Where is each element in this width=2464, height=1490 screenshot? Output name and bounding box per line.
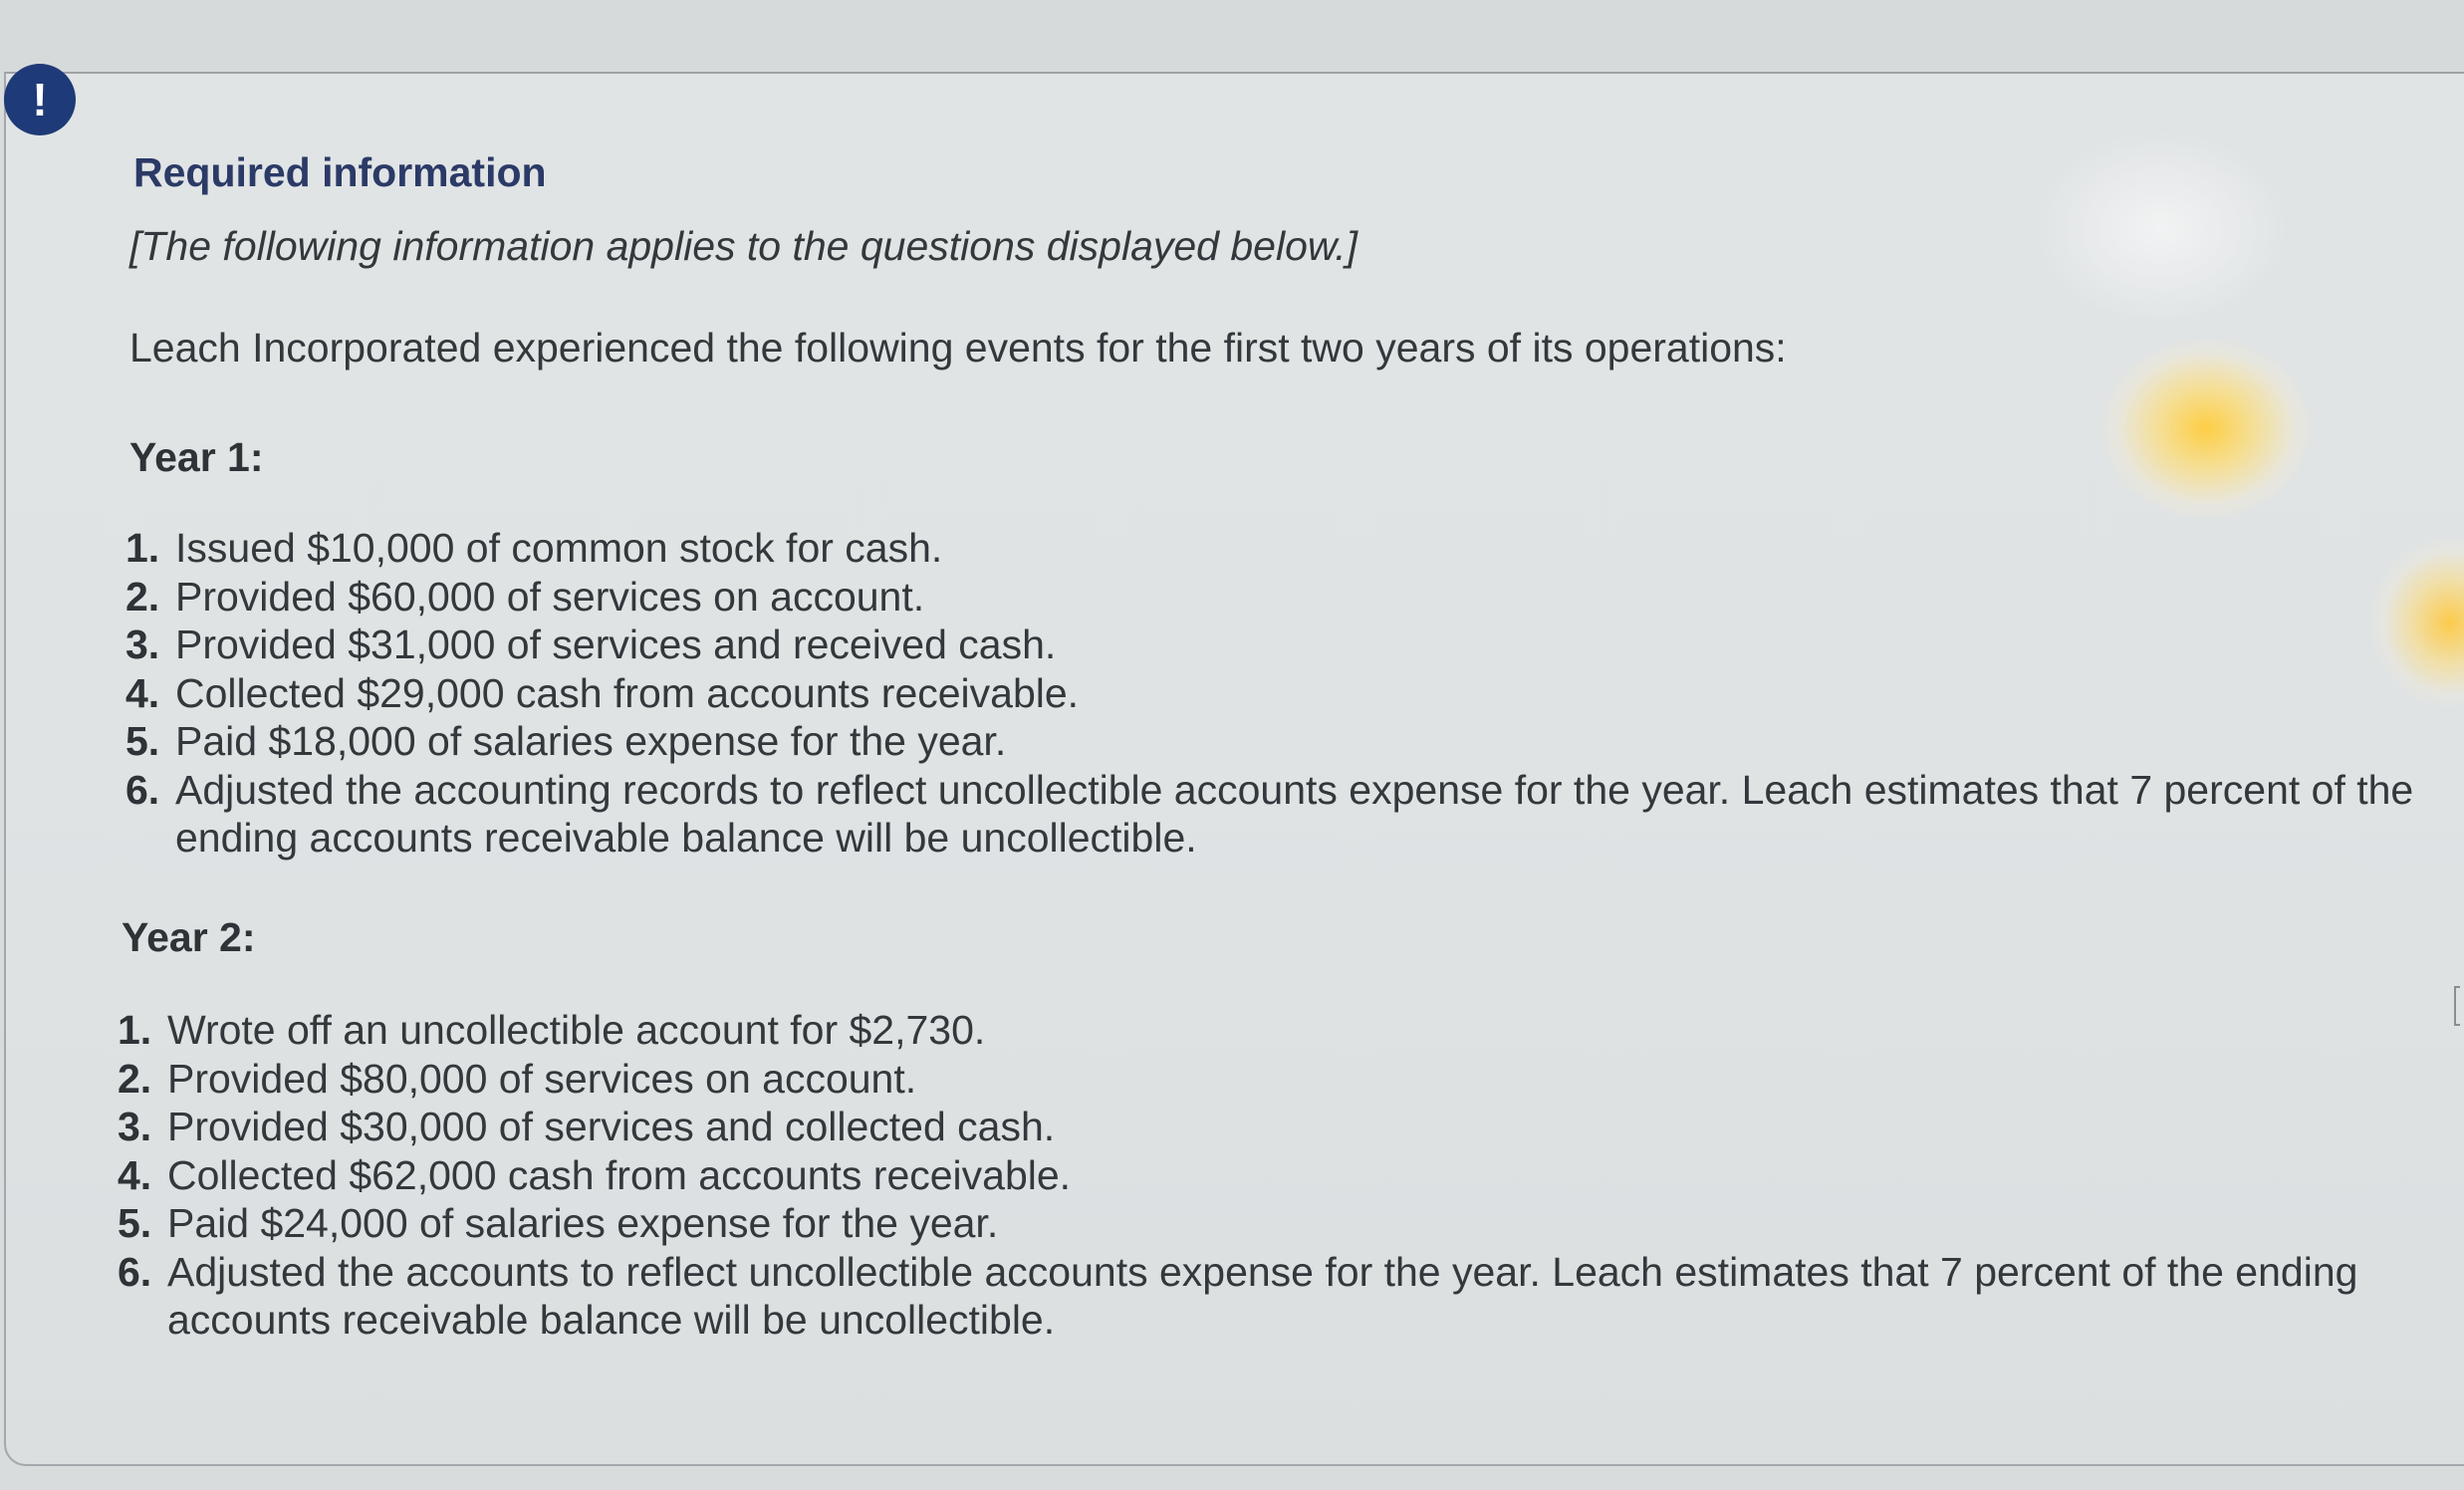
exclamation-icon: ! xyxy=(4,64,76,135)
event-text: Wrote off an uncollectible account for $2,730. xyxy=(167,1007,986,1053)
event-text: Provided $80,000 of services on account. xyxy=(167,1055,917,1102)
event-text: Adjusted the accounts to reflect uncollectible accounts expense for the year. Leach estimates that 7 percent of the ending accounts receivable balance will be uncollectible. xyxy=(167,1248,2358,1343)
event-text: Paid $24,000 of salaries expense for the year. xyxy=(167,1200,999,1246)
year2-event-list xyxy=(118,1006,2438,1345)
list-item xyxy=(125,669,2446,718)
year1-event-list xyxy=(125,524,2446,863)
panel-heading: Required information xyxy=(133,149,547,195)
event-number: 2. xyxy=(125,573,160,620)
event-text: Provided $60,000 of services on account. xyxy=(175,573,925,620)
list-item xyxy=(125,573,2446,621)
event-text: Collected $29,000 cash from accounts receivable. xyxy=(175,669,1080,716)
info-note: [The following information applies to the questions displayed below.] xyxy=(129,223,1358,269)
list-item xyxy=(125,766,2446,863)
event-number: 4. xyxy=(118,1151,152,1198)
event-number: 1. xyxy=(125,525,160,571)
event-number: 4. xyxy=(125,669,160,716)
event-number: 6. xyxy=(118,1248,152,1295)
event-number: 1. xyxy=(118,1007,152,1053)
list-item xyxy=(125,717,2446,766)
intro-text: Leach Incorporated experienced the following events for the first two years of its operations: xyxy=(129,325,1787,371)
event-number: 6. xyxy=(125,766,160,813)
list-item xyxy=(125,524,2446,573)
event-text: Collected $62,000 cash from accounts receivable. xyxy=(167,1151,1072,1198)
list-item xyxy=(118,1006,2438,1055)
event-text: Adjusted the accounting records to reflect uncollectible accounts expense for the year. Leach estimates that 7 percent of the ending accounts receivable balance will be uncollectible. xyxy=(175,766,2414,861)
event-text: Paid $18,000 of salaries expense for the year. xyxy=(175,718,1007,764)
list-item xyxy=(118,1199,2438,1248)
event-number: 2. xyxy=(118,1055,152,1102)
list-item xyxy=(118,1248,2438,1345)
event-text: Provided $31,000 of services and received cash. xyxy=(175,621,1057,667)
list-item xyxy=(118,1151,2438,1200)
event-number: 3. xyxy=(125,621,160,667)
year1-label: Year 1: xyxy=(129,434,264,480)
year2-label: Year 2: xyxy=(122,914,256,960)
event-number: 3. xyxy=(118,1104,152,1149)
list-item xyxy=(118,1055,2438,1104)
event-text: Provided $30,000 of services and collected cash. xyxy=(167,1104,1056,1149)
list-item xyxy=(118,1103,2438,1151)
panel-edge-bracket xyxy=(2454,986,2460,1026)
event-text: Issued $10,000 of common stock for cash. xyxy=(175,525,943,571)
list-item xyxy=(125,621,2446,669)
event-number: 5. xyxy=(125,718,160,764)
event-number: 5. xyxy=(118,1200,152,1246)
